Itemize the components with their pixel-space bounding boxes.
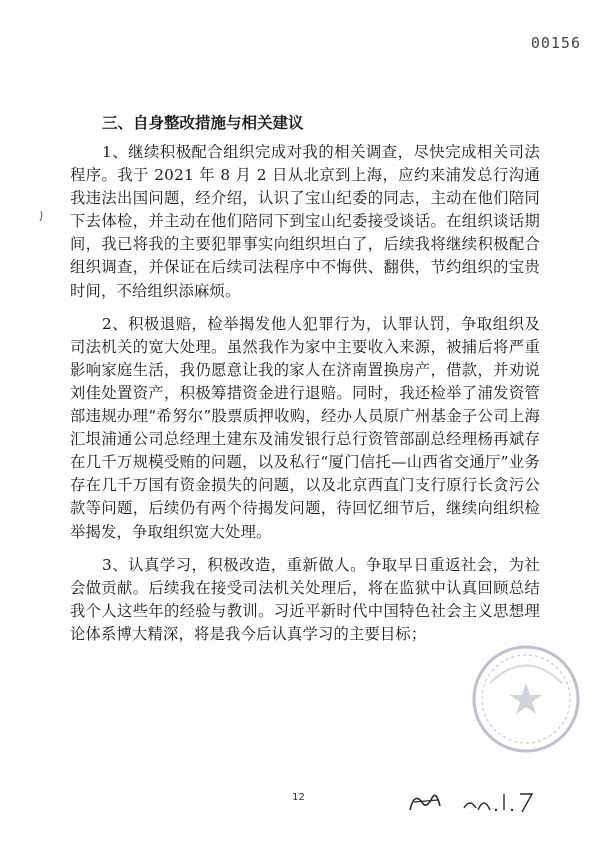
section-heading: 三、自身整改措施与相关建议 [102, 114, 304, 132]
archive-stamp-number: 00156 [530, 34, 581, 52]
paragraph-2: 2、积极退赔，检举揭发他人犯罪行为，认罪认罚，争取组织及司法机关的宽大处理。虽然我作为家中主要收入来源，被捕后将严重影响家庭生活，我仍愿意让我的家人在济南置换房产，借款，并劝说刘佳处置资产，积极筹措资金进行退赔。同时，我还检举了浦发资管部违规办理“希努尔”股票质押收购，经办人员原广州基金子公司上海汇垠浦通公司总经理土建东及浦发银行总行资管部副总经理杨再斌存在几千万规模受贿的问题，以及私行“厦门信托—山西省交通厅”业务存在几千万国有资金损失的问题，以及北京西直门支行原行长贪污公款等问题，后续仍有两个待揭发问题，待回忆细节后，继续向组织检举揭发，争取组织宽大处理。 [70, 314, 540, 541]
handwritten-signature [404, 780, 554, 820]
document-body [70, 112, 540, 646]
paragraph-1: 1、继续积极配合组织完成对我的相关调查，尽快完成相关司法程序。我于 2021 年 8 月 2 日从北京到上海，应约来浦发总行沟通我违法出国问题，经介绍，认识了宝山纪委的同志，主动在他们陪同下去体检，并主动在他们陪同下到宝山纪委接受谈话。在组织谈话期间，我已将我的主要犯罪事实向组织坦白了，后续我将继续积极配合组织调查，并保证在后续司法程序中不悔供、翻供，节约组织的宝贵时间，不给组织添麻烦。 [70, 143, 540, 300]
page-number: 12 [292, 792, 305, 803]
margin-mark [38, 210, 44, 222]
paragraph-3: 3、认真学习，积极改造，重新做人。争取早日重返社会，为社会做贡献。后续我在接受司法机关处理后，将在监狱中认真回顾总结我个人这些年的经验与教训。习近平新时代中国特色社会主义思想理论体系博大精深，将是我今后认真学习的主要目标； [70, 555, 540, 643]
official-seal-stamp [470, 643, 582, 755]
